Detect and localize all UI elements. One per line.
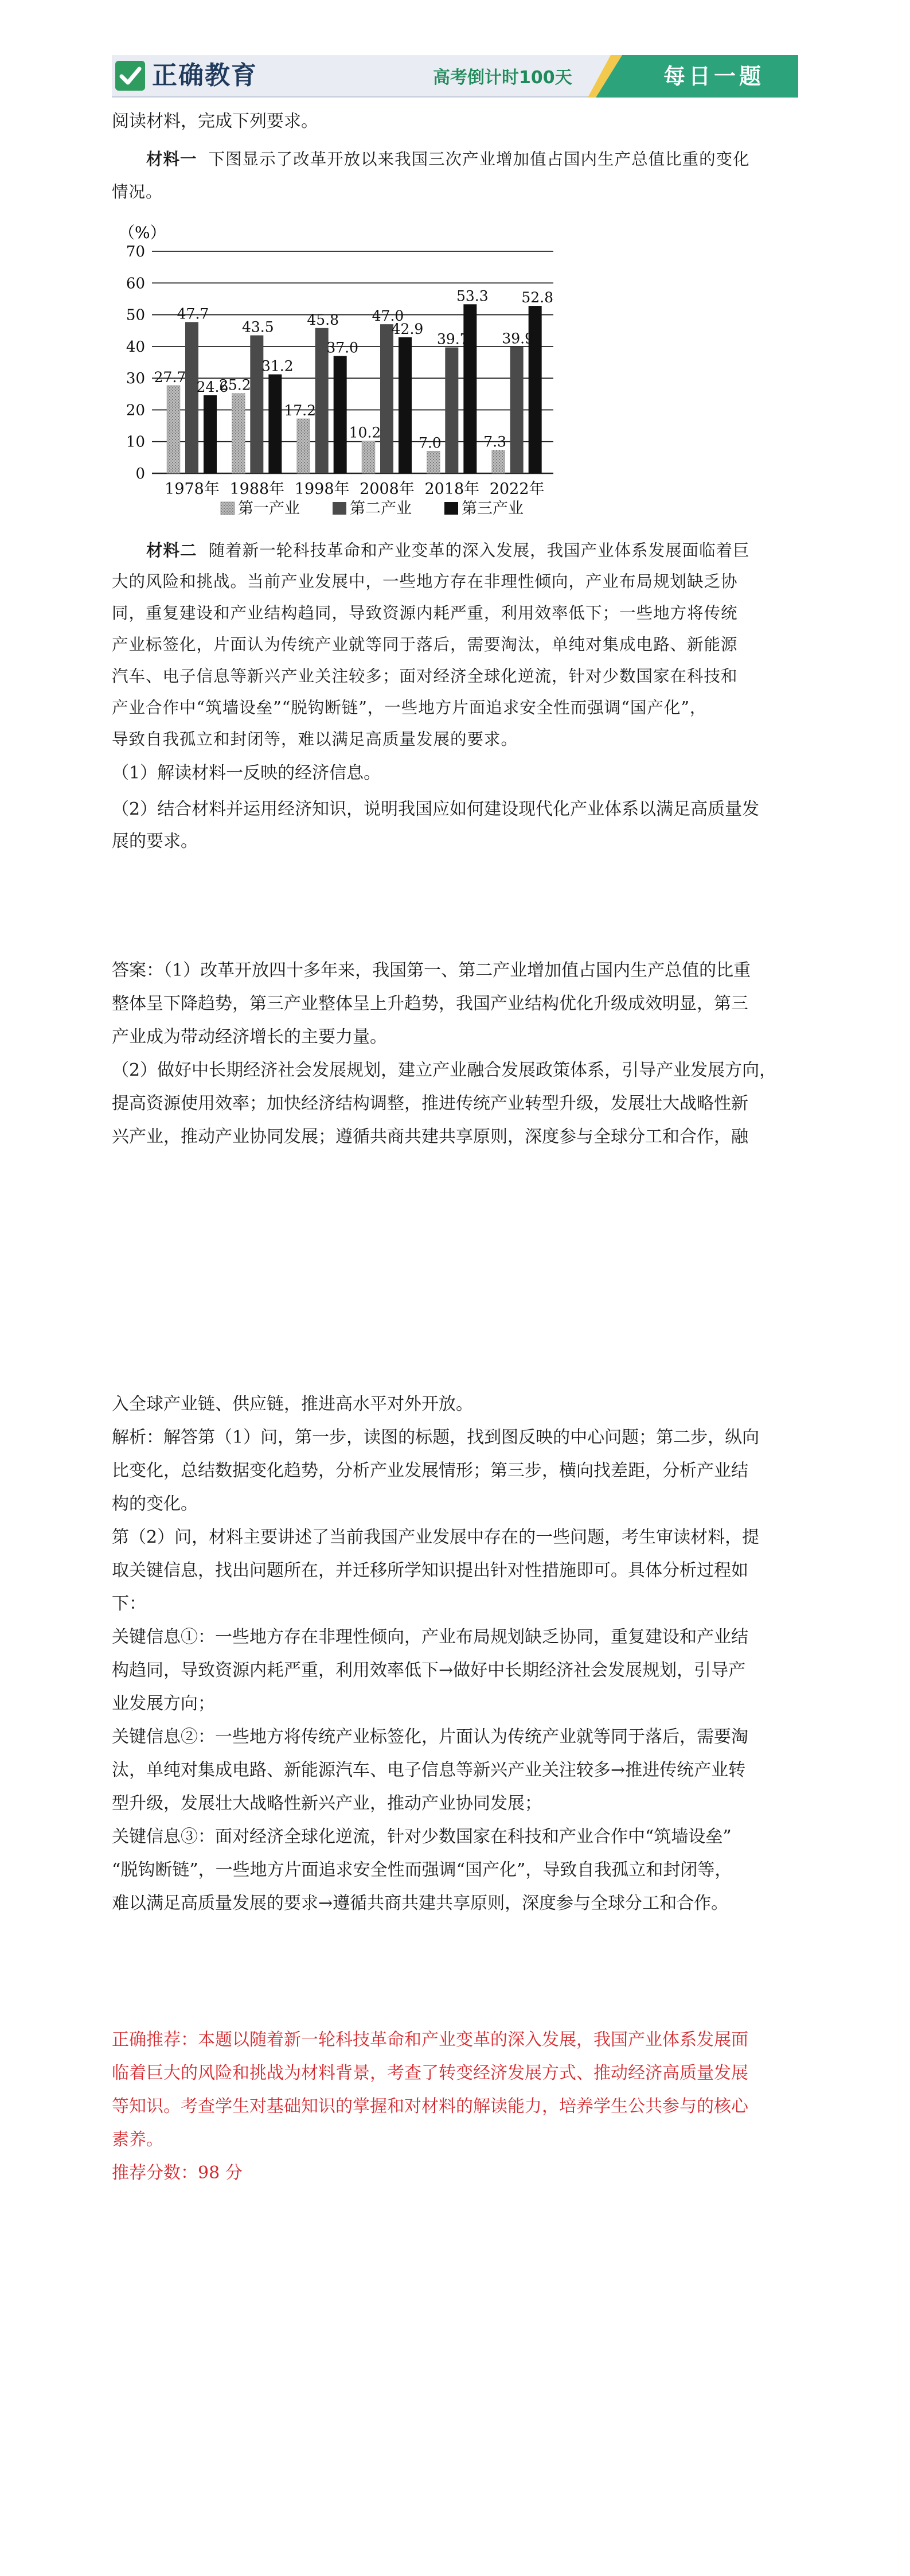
header-banner xyxy=(112,55,798,98)
intro-text: 阅读材料，完成下列要求。 xyxy=(112,111,318,131)
bar-1 xyxy=(297,419,310,473)
material1-label: 材料一 xyxy=(146,149,197,169)
bar-1 xyxy=(362,441,375,473)
recommend-line: 等知识。考查学生对基础知识的掌握和对材料的解读能力，培养学生公共参与的核心 xyxy=(112,2096,748,2116)
countdown-text: 高考倒计时100天 xyxy=(433,68,572,88)
bar-2 xyxy=(380,324,393,473)
material2-text-1: 随着新一轮科技革命和产业变革的深入发展，我国产业体系发展面临着巨 xyxy=(208,541,750,560)
material2-label: 材料二 xyxy=(146,540,197,560)
x-tick-label: 2008年 xyxy=(360,480,415,498)
analysis-line: 构趋同，导致资源内耗严重，利用效率低下→做好中长期经济社会发展规划，引导产 xyxy=(112,1660,746,1680)
analysis-line: “脱钩断链”，一些地方片面追求安全性而强调“国产化”，导致自我孤立和封闭等， xyxy=(112,1860,732,1880)
x-tick-label: 2018年 xyxy=(424,480,480,498)
recommend-line: 素养。 xyxy=(112,2130,163,2150)
recommend-score: 推荐分数：98 分 xyxy=(112,2163,243,2183)
y-tick-label: 50 xyxy=(126,306,145,324)
bar-3 xyxy=(268,375,282,473)
material2-line: 同，重复建设和产业结构趋同，导致资源内耗严重，利用效率低下；一些地方将传统 xyxy=(112,604,738,622)
analysis-line: 关键信息②：一些地方将传统产业标签化，片面认为传统产业就等同于落后，需要淘 xyxy=(112,1727,748,1747)
material2-line: 汽车、电子信息等新兴产业关注较多；面对经济全球化逆流，针对少数国家在科技和 xyxy=(112,667,738,686)
bar-2 xyxy=(445,348,458,473)
material2-line: 导致自我孤立和封闭等，难以满足高质量发展的要求。 xyxy=(112,730,518,749)
analysis-line: 构的变化。 xyxy=(112,1494,198,1514)
legend-label: 第二产业 xyxy=(350,500,412,517)
data-label: 39.9 xyxy=(502,330,534,347)
daily-question-label: 每日一题 xyxy=(663,64,764,89)
data-label: 47.7 xyxy=(177,305,209,322)
y-tick-label: 0 xyxy=(135,465,145,482)
analysis-line: 下： xyxy=(112,1594,146,1614)
data-label: 10.2 xyxy=(349,424,381,441)
analysis-line: 比变化，总结数据变化趋势，分析产业发展情形；第三步，横向找差距，分析产业结 xyxy=(112,1461,748,1481)
analysis-line: 解析：解答第（1）问，第一步，读图的标题，找到图反映的中心问题；第二步，纵向 xyxy=(112,1427,760,1447)
chart-legend xyxy=(221,500,524,517)
question-2: （2）结合材料并运用经济知识，说明我国应如何建设现代化产业体系以满足高质量发 xyxy=(112,799,760,819)
y-tick-label: 20 xyxy=(126,402,145,419)
data-label: 31.2 xyxy=(261,357,294,375)
material2-line: 产业合作中“筑墙设垒”“脱钩断链”，一些地方片面追求安全性而强调“国产化”， xyxy=(112,698,707,717)
x-tick-label: 1998年 xyxy=(294,480,350,498)
recommend-line: 正确推荐：本题以随着新一轮科技革命和产业变革的深入发展，我国产业体系发展面 xyxy=(112,2030,748,2050)
analysis-line: 难以满足高质量发展的要求→遵循共商共建共享原则，深度参与全球分工和合作。 xyxy=(112,1893,729,1913)
y-axis-ticks xyxy=(126,243,145,482)
bar-1 xyxy=(232,394,245,473)
answer-line: 产业成为带动经济增长的主要力量。 xyxy=(112,1027,387,1047)
y-tick-label: 60 xyxy=(126,275,145,293)
data-label: 24.6 xyxy=(196,378,229,395)
legend-label: 第一产业 xyxy=(238,500,300,517)
x-axis-ticks xyxy=(165,480,544,498)
analysis-line: 业发展方向； xyxy=(112,1694,215,1714)
data-label: 43.5 xyxy=(241,318,274,336)
bar-3 xyxy=(334,356,347,473)
material2-line: 大的风险和挑战。当前产业发展中，一些地方存在非理性倾向，产业布局规划缺乏协 xyxy=(112,572,738,591)
legend-swatch-1 xyxy=(221,502,235,515)
bar-2 xyxy=(250,336,263,473)
material2-line: 产业标签化，片面认为传统产业就等同于落后，需要淘汰，单纯对集成电路、新能源 xyxy=(112,635,738,654)
bar-3 xyxy=(399,337,412,473)
data-label: 39.7 xyxy=(436,330,469,348)
legend-label: 第三产业 xyxy=(462,500,524,517)
answer-continued: 入全球产业链、供应链，推进高水平对外开放。 xyxy=(112,1394,473,1414)
y-tick-label: 70 xyxy=(126,243,145,260)
data-label: 7.3 xyxy=(483,433,507,450)
analysis-line: 关键信息①：一些地方存在非理性倾向，产业布局规划缺乏协同，重复建设和产业结 xyxy=(112,1627,748,1647)
question-1: （1）解读材料一反映的经济信息。 xyxy=(112,763,381,783)
material1-line2: 情况。 xyxy=(112,182,163,201)
analysis-line: 汰，单纯对集成电路、新能源汽车、电子信息等新兴产业关注较多→推进传统产业转 xyxy=(112,1760,746,1780)
data-label: 27.7 xyxy=(154,368,186,386)
answer-line: 整体呈下降趋势，第三产业整体呈上升趋势，我国产业结构优化升级成效明显，第三 xyxy=(112,994,748,1014)
x-tick-label: 1988年 xyxy=(229,480,285,498)
bar-1 xyxy=(167,386,180,473)
data-label: 45.8 xyxy=(307,311,339,328)
recommend-line: 临着巨大的风险和挑战为材料背景，考查了转变经济发展方式、推动经济高质量发展 xyxy=(112,2063,748,2083)
material1-text-1: 下图显示了改革开放以来我国三次产业增加值占国内生产总值比重的变化 xyxy=(208,150,750,169)
bar-3 xyxy=(463,304,477,473)
bar-2 xyxy=(185,322,198,473)
y-tick-label: 30 xyxy=(126,370,145,388)
bar-1 xyxy=(427,451,440,473)
analysis-line: 关键信息③：面对经济全球化逆流，针对少数国家在科技和产业合作中“筑墙设垒” xyxy=(112,1827,732,1847)
checkmark-logo-icon xyxy=(115,61,145,91)
daily-question-badge xyxy=(588,55,798,98)
answer-line: 兴产业，推动产业协同发展；遵循共商共建共享原则，深度参与全球分工和合作，融 xyxy=(112,1127,748,1147)
legend-swatch-3 xyxy=(444,502,458,515)
bar-3 xyxy=(204,395,217,473)
data-label: 37.0 xyxy=(326,339,359,356)
question-2-cont: 展的要求。 xyxy=(112,831,198,851)
bar-1 xyxy=(492,450,505,473)
bar-2 xyxy=(510,347,524,473)
analysis-line: 型升级，发展壮大战略性新兴产业，推动产业协同发展； xyxy=(112,1793,542,1814)
brand-name: 正确教育 xyxy=(152,61,257,90)
y-tick-label: 40 xyxy=(126,338,145,356)
x-tick-label: 2022年 xyxy=(489,480,545,498)
data-label: 53.3 xyxy=(456,287,489,305)
legend-swatch-2 xyxy=(333,502,346,515)
answer-line: （2）做好中长期经济社会发展规划，建立产业融合发展政策体系，引导产业发展方向， xyxy=(112,1060,777,1080)
material1-line1 xyxy=(146,143,750,175)
data-label: 52.8 xyxy=(521,289,554,306)
answer-line: 提高资源使用效率；加快经济结构调整，推进传统产业转型升级，发展壮大战略性新 xyxy=(112,1094,748,1114)
industry-share-bar-chart xyxy=(112,221,674,522)
data-label: 17.2 xyxy=(284,402,317,419)
data-label: 25.2 xyxy=(218,376,251,394)
data-label: 7.0 xyxy=(418,434,442,452)
analysis-line: 第（2）问，材料主要讲述了当前我国产业发展中存在的一些问题，考生审读材料，提 xyxy=(112,1527,760,1547)
analysis-line: 取关键信息，找出问题所在，并迁移所学知识提出针对性措施即可。具体分析过程如 xyxy=(112,1561,748,1581)
material2-line1 xyxy=(146,535,750,566)
y-tick-label: 10 xyxy=(126,433,145,451)
x-tick-label: 1978年 xyxy=(165,480,220,498)
data-label: 42.9 xyxy=(391,320,424,337)
y-axis-unit-label: （%） xyxy=(119,223,166,242)
data-label: 47.0 xyxy=(372,308,404,325)
answer-line: 答案：（1）改革开放四十多年来，我国第一、第二产业增加值占国内生产总值的比重 xyxy=(112,960,751,980)
